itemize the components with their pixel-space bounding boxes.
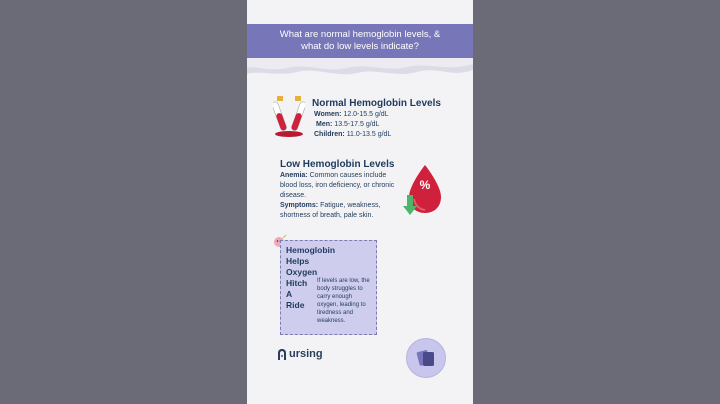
logo-text: ursing xyxy=(289,348,323,360)
symptoms-paragraph xyxy=(280,201,405,221)
men-value: 13.5-17.5 g/dL xyxy=(334,121,380,128)
drop-percent-symbol: % xyxy=(419,178,431,192)
women-label: Women: xyxy=(314,111,342,118)
callout-title-word: Hemoglobin xyxy=(286,245,336,255)
callout-title-word: Oxygen xyxy=(286,267,318,277)
down-arrow-icon xyxy=(403,195,417,215)
cards-icon xyxy=(415,347,437,369)
children-row xyxy=(314,130,391,140)
callout-title-word: Hitch xyxy=(286,278,308,288)
low-levels-body xyxy=(280,171,405,221)
test-tubes-icon xyxy=(273,96,305,138)
anemia-label: Anemia: xyxy=(280,172,308,179)
nursing-logo-icon xyxy=(277,348,287,360)
children-value: 11.0-13.5 g/dL xyxy=(346,131,392,138)
anemia-paragraph xyxy=(280,171,405,201)
banner-line-2: what do low levels indicate? xyxy=(301,41,419,52)
symptoms-label: Symptoms: xyxy=(280,202,319,209)
women-row xyxy=(314,110,391,120)
callout-title-word: Ride xyxy=(286,300,305,310)
anemia-text: Common causes include blood loss, iron deficiency, or chronic disease. xyxy=(280,172,395,199)
banner-line-1: What are normal hemoglobin levels, & xyxy=(279,29,441,40)
men-row xyxy=(314,120,391,130)
cards-button[interactable] xyxy=(406,338,446,378)
men-label: Men: xyxy=(316,121,333,128)
normal-levels-title: Normal Hemoglobin Levels xyxy=(312,98,441,109)
children-label: Children: xyxy=(314,131,345,138)
title-banner xyxy=(247,24,473,58)
nursing-logo xyxy=(277,348,323,360)
wave-divider xyxy=(247,58,473,98)
low-levels-title: Low Hemoglobin Levels xyxy=(280,159,395,170)
callout-text: If levels are low, the body struggles to carry enough oxygen, leading to tiredness and weakness. xyxy=(317,278,370,324)
women-value: 12.0-15.5 g/dL xyxy=(343,111,389,118)
callout-title-word: A xyxy=(286,289,293,299)
symptoms-text: Fatigue, weakness, shortness of breath, pale skin. xyxy=(280,202,381,219)
infographic-card xyxy=(247,0,473,404)
callout-title-word: Helps xyxy=(286,256,310,266)
fun-fact-callout xyxy=(280,240,377,335)
normal-levels-list xyxy=(314,110,391,140)
